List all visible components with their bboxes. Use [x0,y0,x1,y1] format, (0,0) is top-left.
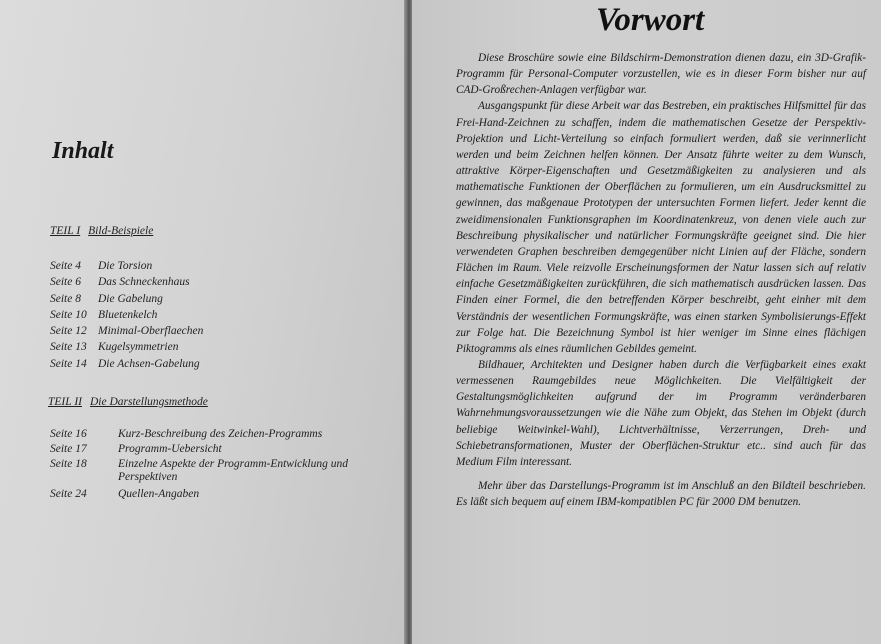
entry-title: Minimal-Oberflaechen [98,325,204,338]
entry-page: Seite 18 [50,458,87,470]
paragraph: Ausgangspunkt für diese Arbeit war das Bestreben, ein praktisches Hilfsmittel für das Frei-Hand-Zeichnen zu schaffen, indem die mathematischen Gesetze der Perspektiv-Projektion und Licht-Verteilung so einfach formuliert werden, daß sie verinnerlicht werden und beim Zeichnen helfen können. Der Ansatz führte weiter zu dem Wunsch, attraktive Körper-Eigenschaften und Gesetzmäßigkeiten zu analysieren und als mathematische Funktionen der Oberflächen zu formulieren, um ein Ausdrucksmittel zu gewinnen, das maßgenaue Prototypen der untersuchten Formen liefert. Jeder kennt die zweidimensionalen Funktionsgraphen im Koordinatenkreuz, von denen viele auch zur Beschreibung physikalischer und natürlicher Formungskräfte geeignet sind. Die hier verwendeten Graphen beschreiben demgegenüber nicht Linien auf der Fläche, sondern Flächen im Raum. Viele reizvolle Erscheinungsformen der Natur lassen sich auf relativ einfache Gesetzmäßigkeiten zurückführen, die sich mathematisch ausdrücken lassen. Das Finden einer Formel, die den betreffenden Körper beschreibt, geht einher mit dem Verständnis der wesentlichen Formungskräfte, was einen starken Symbolisierungs-Effekt zur Folge hat. Die Bezeichnung Symbol ist hier weniger im Sinne eines flächigen Piktogramms als eines räumlichen Gebildes gemeint. [456,100,866,355]
left-page [0,0,407,644]
entry-title: Kurz-Beschreibung des Zeichen-Programms [118,428,323,440]
toc-entry [50,356,203,372]
toc-entry-list [50,428,418,501]
section-number: TEIL I [50,225,81,237]
entry-page: Seite 16 [50,428,87,440]
paragraph: Mehr über das Darstellungs-Programm ist im Anschluß an den Bildteil beschrieben. Es läßt sich bequem auf einem IBM-kompatiblen PC für 2000 DM benutzen. [456,480,866,509]
toc-entry-list [50,258,203,372]
toc-entry [50,291,203,307]
toc-entry [50,428,418,441]
entry-title: Das Schneckenhaus [98,276,190,289]
toc-title: Inhalt [52,138,114,164]
paragraph: Bildhauer, Architekten und Designer haben durch die Verfügbarkeit eines exakt vermessenen Raumgebildes neue Möglichkeiten. Die Vielfältigkeit der Gestaltungsmöglichkeiten aufgrund der im Programm veränderbaren Wahrnehmungsvoraussetzungen wie die Nähe zum Objekt, das Stehen im Objekt (durch beliebige Weitwinkel-Wahl), Lichtverhältnisse, Verzerrungen, Dreh- und Schiebetransformationen, Muster der Oberflächen-Struktur etc.. sind auch für das Medium Film interessant. [456,358,866,468]
entry-page: Seite 6 [50,276,81,289]
entry-page: Seite 10 [50,308,87,321]
toc-entry [50,488,418,501]
paragraph: Diese Broschüre sowie eine Bildschirm-Demonstration dienen dazu, ein 3D-Grafik-Programm für Personal-Computer vorzustellen, wie es in dieser Form bisher nur auf CAD-Großrechen-Anlagen verfügbar war. [456,52,866,97]
toc-entry [50,307,203,323]
entry-page: Seite 8 [50,292,81,305]
foreword-text [456,50,866,510]
entry-title: Die Gabelung [98,292,163,305]
entry-title: Programm-Uebersicht [118,443,222,455]
foreword-title: Vorwort [596,2,705,38]
entry-page: Seite 13 [50,341,87,354]
toc-entry [50,274,203,290]
toc-entry [50,323,203,339]
toc-section-heading [48,396,208,408]
entry-page: Seite 24 [50,488,87,500]
toc-entry [50,443,418,456]
entry-title: Die Torsion [98,260,153,272]
entry-page: Seite 14 [50,357,87,370]
entry-title: Quellen-Angaben [118,488,200,500]
toc-entry [50,458,418,484]
section-title: Bild-Beispiele [88,225,154,237]
entry-title: Kugelsymmetrien [98,341,179,354]
section-number: TEIL II [48,396,82,408]
toc-section-heading [50,225,153,237]
section-title: Die Darstellungsmethode [89,396,208,408]
entry-page: Seite 17 [50,443,87,455]
entry-title: Die Achsen-Gabelung [98,357,200,370]
entry-title: Einzelne Aspekte der Programm-Entwicklung und Perspektiven [118,458,348,483]
toc-entry [50,258,203,274]
toc-entry [50,339,203,355]
entry-page: Seite 4 [50,260,81,272]
entry-title: Bluetenkelch [98,308,158,321]
entry-page: Seite 12 [50,325,87,338]
